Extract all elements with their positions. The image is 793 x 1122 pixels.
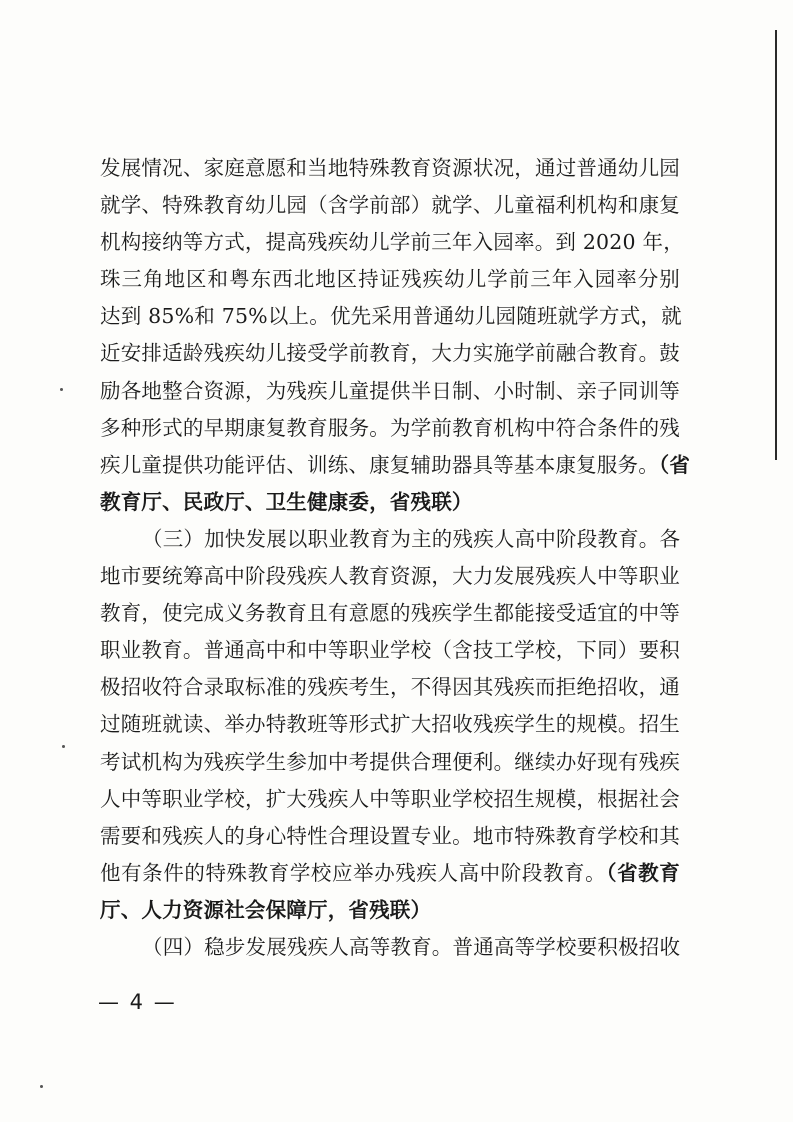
text-segment: 疾儿童提供功能评估、训练、康复辅助器具等基本康复服务。 (100, 452, 659, 477)
text-line (100, 855, 680, 892)
text-line: 极招收符合录取标准的残疾考生，不得因其残疾而拒绝招收，通 (100, 675, 680, 700)
document-body (100, 150, 691, 966)
text-line: 珠三角地区和粤东西北地区持证残疾幼儿学前三年入园率分别 (100, 267, 680, 292)
text-line: 励各地整合资源，为残疾儿童提供半日制、小时制、亲子同训等 (100, 378, 680, 403)
section-heading-line (100, 929, 680, 966)
responsible-departments: 厅、人力资源社会保障厅，省残联） (100, 897, 432, 922)
text-segment: 各 (659, 526, 681, 551)
responsible-dept-open: （省 (658, 452, 691, 477)
section-heading-line (100, 521, 680, 558)
text-line: 需要和残疾人的身心特性合理设置专业。地市特殊教育学校和其 (100, 823, 680, 848)
scan-speck (62, 745, 65, 748)
responsible-departments: 教育厅、民政厅、卫生健康委，省残联） (100, 489, 473, 514)
scan-speck (40, 1085, 43, 1088)
text-line: 机构接纳等方式，提高残疾幼儿学前三年入园率。到 2020 年， (100, 230, 684, 255)
text-line: 地市要统筹高中阶段残疾人教育资源，大力发展残疾人中等职业 (100, 564, 680, 589)
page-number: — 4 — (98, 990, 177, 1014)
text-line: 教育，使完成义务教育且有意愿的残疾学生都能接受适宜的中等 (100, 601, 680, 626)
scan-speck (60, 388, 63, 391)
text-line: 人中等职业学校，扩大残疾人中等职业学校招生规模，根据社会 (100, 786, 680, 811)
text-line: 发展情况、家庭意愿和当地特殊教育资源状况，通过普通幼儿园 (100, 156, 680, 180)
text-line: 多种形式的早期康复教育服务。为学前教育机构中符合条件的残 (100, 415, 680, 440)
text-line: 近安排适龄残疾幼儿接受学前教育，大力实施学前融合教育。鼓 (100, 341, 680, 366)
section-heading: （三）加快发展以职业教育为主的残疾人高中阶段教育。 (142, 526, 660, 551)
section-heading: （四）稳步发展残疾人高等教育。普通高等学校要积极招收 (142, 934, 681, 959)
text-line: 考试机构为残疾学生参加中考提供合理便利。继续办好现有残疾 (100, 749, 680, 774)
responsible-dept-open: （省教育 (606, 860, 680, 885)
text-line: 过随班就读、举办特教班等形式扩大招收残疾学生的规模。招生 (100, 712, 680, 737)
text-line: 达到 85%和 75%以上。优先采用普通幼儿园随班就学方式，就 (100, 304, 682, 329)
text-line (100, 447, 691, 484)
scan-edge-line (775, 30, 777, 460)
text-segment: 他有条件的特殊教育学校应举办残疾人高中阶段教育。 (100, 860, 607, 885)
text-line: 职业教育。普通高中和中等职业学校（含技工学校，下同）要积 (100, 638, 680, 663)
text-line: 就学、特殊教育幼儿园（含学前部）就学、儿童福利机构和康复 (100, 193, 680, 218)
